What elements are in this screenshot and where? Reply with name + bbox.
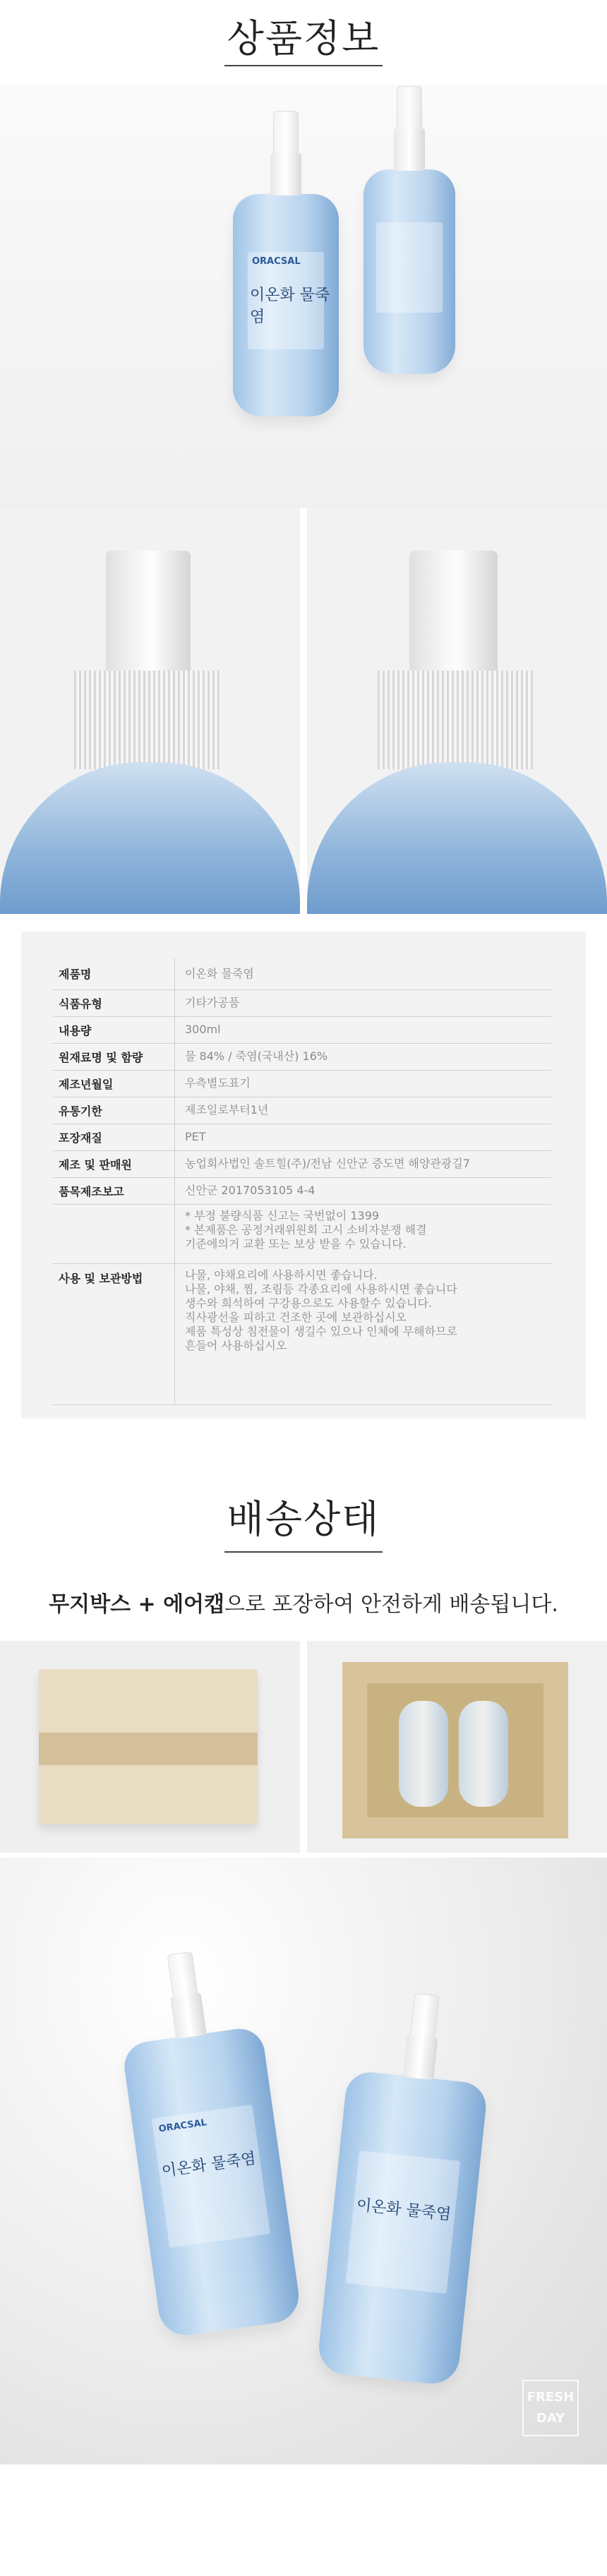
- title-underline: [224, 65, 383, 66]
- title-underline: [224, 1551, 383, 1553]
- spec-label: 내용량: [53, 1016, 175, 1043]
- spec-value: 농업회사법인 솔트힐(주)/전남 신안군 증도면 해양관광길7: [175, 1150, 552, 1177]
- spec-label: 제조년월일: [53, 1070, 175, 1097]
- watermark-line2: DAY: [536, 2411, 565, 2426]
- cap-closeup-left: [0, 508, 300, 914]
- spec-row: [53, 1124, 551, 1150]
- freshday-watermark: [522, 2380, 579, 2436]
- brand-label: ORACSAL: [252, 256, 301, 267]
- spec-row: [53, 1150, 551, 1177]
- bottle-back: [363, 169, 455, 374]
- spec-value: 이온화 물죽염: [175, 958, 552, 989]
- watermark-line1: FRESH: [527, 2390, 575, 2405]
- sand-lifestyle-photo: [0, 1858, 607, 2464]
- spec-value: 기타가공품: [175, 989, 552, 1016]
- spec-row: [53, 1097, 551, 1124]
- shipping-caption-text: 으로 포장하여 안전하게 배송됩니다.: [224, 1592, 558, 1617]
- box-closed-photo: [0, 1641, 300, 1853]
- spec-value: 우측별도표기: [175, 1070, 552, 1097]
- shipping-caption-bold: 무지박스 + 에어캡: [49, 1592, 225, 1617]
- bottle-name-label: 이온화 물죽염: [160, 2150, 258, 2181]
- product-info-title: 상품정보: [227, 16, 380, 61]
- bottle-name-label: 이온화 물죽염: [250, 287, 330, 326]
- spec-value: PET: [175, 1124, 552, 1150]
- spec-row: [53, 989, 551, 1016]
- box-open-photo: [307, 1641, 607, 1853]
- spec-row: [53, 1043, 551, 1070]
- spec-label: [53, 1204, 175, 1263]
- product-spec-panel: [21, 932, 586, 1419]
- spec-value: 300ml: [175, 1016, 552, 1043]
- bottle-front: [233, 194, 339, 416]
- bottle-right-on-sand: [316, 2070, 488, 2387]
- bottle-name-label: 이온화 물죽염: [355, 2196, 452, 2225]
- hero-bottles-photo: [0, 85, 607, 508]
- spec-row: [53, 1204, 551, 1263]
- spec-label: 원재료명 및 함량: [53, 1043, 175, 1070]
- spec-label: 포장재질: [53, 1124, 175, 1150]
- product-spec-table: [53, 958, 551, 1405]
- spec-row: [53, 958, 551, 989]
- spec-row: [53, 1263, 551, 1404]
- spec-value: 물 84% / 죽염(국내산) 16%: [175, 1043, 552, 1070]
- bottle-left-on-sand: [121, 2026, 303, 2339]
- spec-label: 사용 및 보관방법: [53, 1263, 175, 1404]
- spec-row: [53, 1016, 551, 1043]
- spec-label: 식품유형: [53, 989, 175, 1016]
- spec-value: 신안군 2017053105 4-4: [175, 1177, 552, 1204]
- spec-label: 제조 및 판매원: [53, 1150, 175, 1177]
- spec-label: 품목제조보고: [53, 1177, 175, 1204]
- spec-value: 제조일로부터1년: [175, 1097, 552, 1124]
- spec-value: 나물, 야채요리에 사용하시면 좋습니다. 나물, 야채, 찜, 조림등 각종요리에 사용하시면 좋습니다 생수와 희석하여 구강용으로도 사용할수 있습니다. 직사광선을 피하고 건조한 곳에 보관하십시오 제품 특성상 침전물이 생길수 있으나 인체에 무해하므로 흔들어 사용하십시오: [175, 1263, 552, 1404]
- spec-label: 유통기한: [53, 1097, 175, 1124]
- spec-row: [53, 1177, 551, 1204]
- brand-label: ORACSAL: [157, 2117, 208, 2135]
- spec-row: [53, 1070, 551, 1097]
- spec-label: 제품명: [53, 958, 175, 989]
- shipping-caption: [0, 1587, 607, 1618]
- cap-closeup-right: [307, 508, 607, 914]
- shipping-title: 배송상태: [227, 1497, 380, 1541]
- spec-value: * 부정 불량식품 신고는 국번없이 1399 * 본제품은 공정거래위원회 고시 소비자분쟁 해결 기준에의거 교환 또는 보상 받을 수 있습니다.: [175, 1204, 552, 1263]
